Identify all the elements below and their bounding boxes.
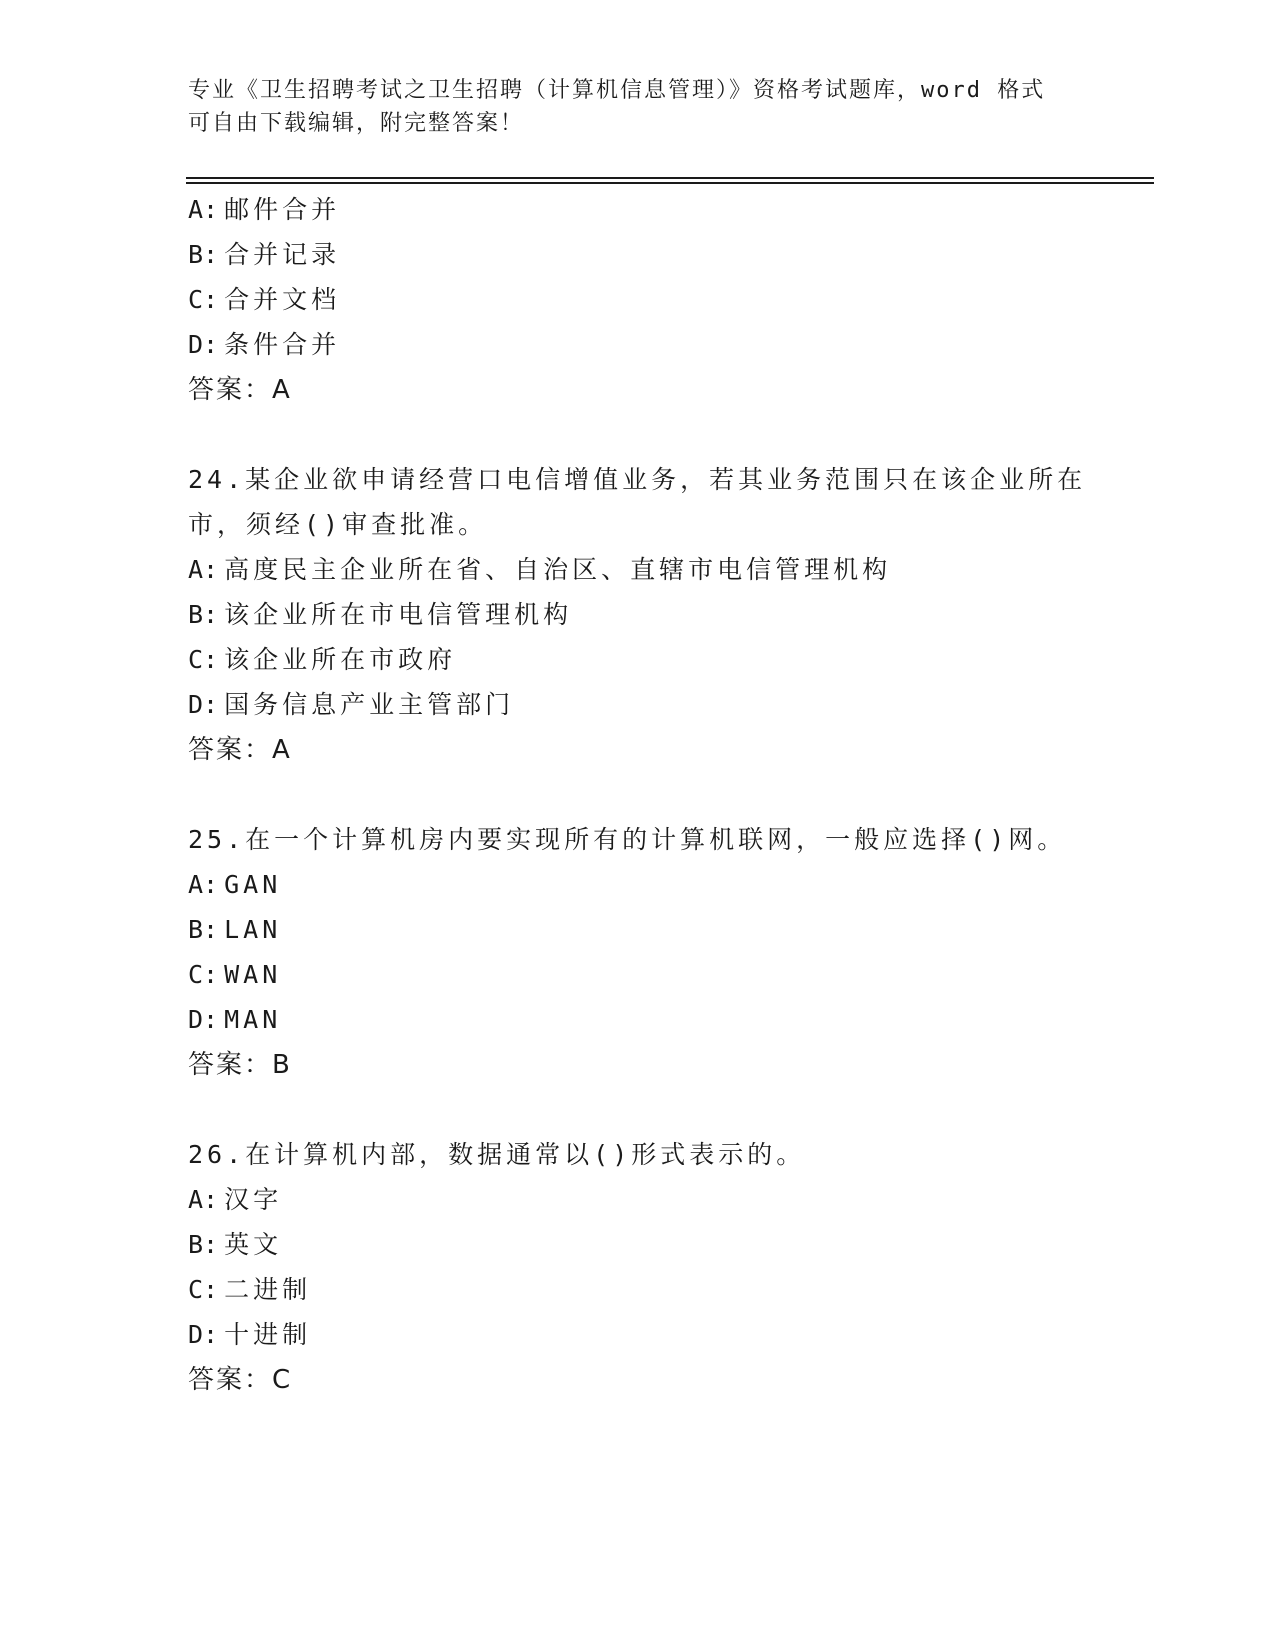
option-letter: C: [188, 960, 219, 989]
option-letter: C: [188, 285, 219, 314]
option-letter: D: [188, 1320, 219, 1349]
option-letter: B: [188, 1230, 219, 1259]
option-letter: D: [188, 1005, 219, 1034]
option-text: 国务信息产业主管部门 [224, 690, 515, 719]
q23-option-d [188, 330, 340, 360]
option-letter: A: [188, 1185, 219, 1214]
q26-answer: 答案：C [188, 1365, 293, 1395]
option-text: 十进制 [224, 1320, 312, 1349]
option-text: 合并文档 [224, 285, 341, 314]
q26-option-a [188, 1185, 282, 1215]
option-letter: D: [188, 330, 219, 359]
q23-answer: 答案：A [188, 375, 292, 405]
option-text: MAN [224, 1005, 282, 1034]
q25-option-b [188, 915, 281, 945]
q24-stem-line-2: 市，须经()审查批准。 [188, 510, 488, 539]
option-letter: B: [188, 915, 219, 944]
option-text: 合并记录 [224, 240, 341, 269]
q23-option-b [188, 240, 340, 270]
q23-option-a [188, 195, 340, 225]
option-letter: B: [188, 600, 219, 629]
option-text: LAN [224, 915, 282, 944]
option-letter: C: [188, 1275, 219, 1304]
option-text: 高度民主企业所在省、自治区、直辖市电信管理机构 [224, 555, 892, 584]
option-letter: A: [188, 195, 219, 224]
header-divider-top [186, 177, 1154, 179]
header-line-2: 可自由下载编辑，附完整答案！ [188, 111, 525, 136]
option-text: 该企业所在市政府 [224, 645, 457, 674]
option-letter: B: [188, 240, 219, 269]
q25-answer: 答案：B [188, 1050, 292, 1080]
q25-option-c [188, 960, 281, 990]
option-letter: C: [188, 645, 219, 674]
option-text: WAN [224, 960, 282, 989]
option-letter: D: [188, 690, 219, 719]
q26-option-b [188, 1230, 282, 1260]
q26-stem-line-1: 26.在计算机内部，数据通常以()形式表示的。 [188, 1140, 806, 1169]
q25-option-d [188, 1005, 281, 1035]
q26-option-c [188, 1275, 311, 1305]
q24-option-b [188, 600, 572, 630]
header-divider-bottom [186, 182, 1154, 184]
option-text: 英文 [224, 1230, 283, 1259]
option-text: 汉字 [224, 1185, 283, 1214]
option-text: 二进制 [224, 1275, 312, 1304]
option-text: GAN [224, 870, 282, 899]
q23-option-c [188, 285, 340, 315]
document-header [188, 74, 1068, 140]
option-text: 邮件合并 [224, 195, 341, 224]
q25-option-a [188, 870, 281, 900]
q24-answer: 答案：A [188, 735, 292, 765]
option-text: 该企业所在市电信管理机构 [224, 600, 573, 629]
option-text: 条件合并 [224, 330, 341, 359]
q24-option-c [188, 645, 456, 675]
q26-option-d [188, 1320, 311, 1350]
q25-stem-line-1: 25.在一个计算机房内要实现所有的计算机联网，一般应选择()网。 [188, 825, 1067, 854]
header-line-1: 专业《卫生招聘考试之卫生招聘（计算机信息管理）》资格考试题库，word 格式 [188, 78, 1046, 103]
q24-option-d [188, 690, 514, 720]
option-letter: A: [188, 870, 219, 899]
q24-stem-line-1: 24.某企业欲申请经营口电信增值业务，若其业务范围只在该企业所在 [188, 465, 1087, 494]
q24-option-a [188, 555, 891, 585]
option-letter: A: [188, 555, 219, 584]
